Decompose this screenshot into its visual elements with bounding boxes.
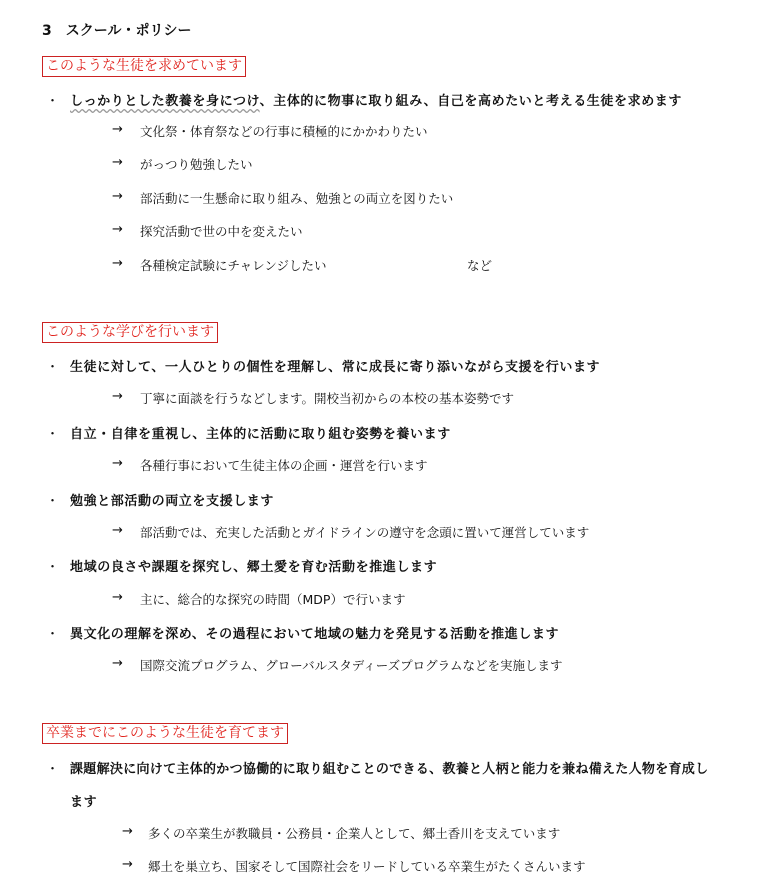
list-suffix: など [467, 258, 493, 273]
arrow-icon: → [112, 122, 123, 137]
heading-wanted-students: このような生徒を求めています [42, 56, 246, 77]
bullet-marker: ・ [46, 762, 60, 777]
bullet-learning-region: 地域の良さや課題を探究し、郷土愛を育む活動を推進します [70, 560, 438, 575]
bullet-marker: ・ [46, 360, 60, 375]
bullet-marker: ・ [46, 94, 60, 109]
section-title: 3 スクール・ポリシー [42, 23, 192, 39]
list-item: 探究活動で世の中を変えたい [140, 224, 303, 239]
bullet-learning-culture: 異文化の理解を深め、その過程において地域の魅力を発見する活動を推進します [70, 627, 560, 642]
bullet-marker: ・ [46, 494, 60, 509]
list-item: 多くの卒業生が教職員・公務員・企業人として、郷土香川を支えています [148, 826, 561, 841]
arrow-icon: → [112, 389, 123, 404]
list-item: 部活動では、充実した活動とガイドラインの遵守を念頭に置いて運営しています [140, 525, 590, 540]
bullet-learning-balance: 勉強と部活動の両立を支援します [70, 494, 275, 509]
list-item: 各種行事において生徒主体の企画・運営を行います [140, 458, 428, 473]
arrow-icon: → [112, 523, 123, 538]
list-item: 国際交流プログラム、グローバルスタディーズプログラムなどを実施します [140, 658, 563, 673]
bullet-graduates: 課題解決に向けて主体的かつ協働的に取り組むことのできる、教養と人柄と能力を兼ね備えた人物を育成し [70, 762, 709, 777]
arrow-icon: → [122, 824, 133, 839]
arrow-icon: → [112, 222, 123, 237]
bullet-marker: ・ [46, 627, 60, 642]
heading-graduates: 卒業までにこのような生徒を育てます [42, 723, 288, 744]
underlined-phrase: しっかりとした教養を身につけ [70, 94, 260, 109]
list-item: 文化祭・体育祭などの行事に積極的にかかわりたい [140, 124, 428, 139]
arrow-icon: → [122, 857, 133, 872]
heading-learning: このような学びを行います [42, 322, 218, 343]
list-item: 郷土を巣立ち、国家そして国際社会をリードしている卒業生がたくさんいます [148, 859, 586, 874]
bullet-marker: ・ [46, 427, 60, 442]
bullet-marker: ・ [46, 560, 60, 575]
list-item: 各種検定試験にチャレンジしたい [140, 258, 327, 273]
arrow-icon: → [112, 155, 123, 170]
list-item: 主に、総合的な探究の時間（MDP）で行います [140, 592, 406, 607]
bullet-graduates-continued: ます [70, 795, 98, 810]
bullet-wanted-students [70, 90, 682, 109]
list-item: 部活動に一生懸命に取り組み、勉強との両立を図りたい [140, 191, 454, 206]
bullet-learning-autonomy: 自立・自律を重視し、主体的に活動に取り組む姿勢を養います [70, 427, 451, 442]
bullet-learning-support: 生徒に対して、一人ひとりの個性を理解し、常に成長に寄り添いながら支援を行います [70, 360, 601, 375]
list-item: がっつり勉強したい [140, 157, 253, 172]
arrow-icon: → [112, 256, 123, 271]
arrow-icon: → [112, 656, 123, 671]
bullet-text-rest: 、主体的に物事に取り組み、自己を高めたいと考える生徒を求めます [259, 94, 683, 109]
list-item: 丁寧に面談を行うなどします。開校当初からの本校の基本姿勢です [140, 391, 515, 406]
arrow-icon: → [112, 456, 123, 471]
arrow-icon: → [112, 189, 123, 204]
arrow-icon: → [112, 590, 123, 605]
